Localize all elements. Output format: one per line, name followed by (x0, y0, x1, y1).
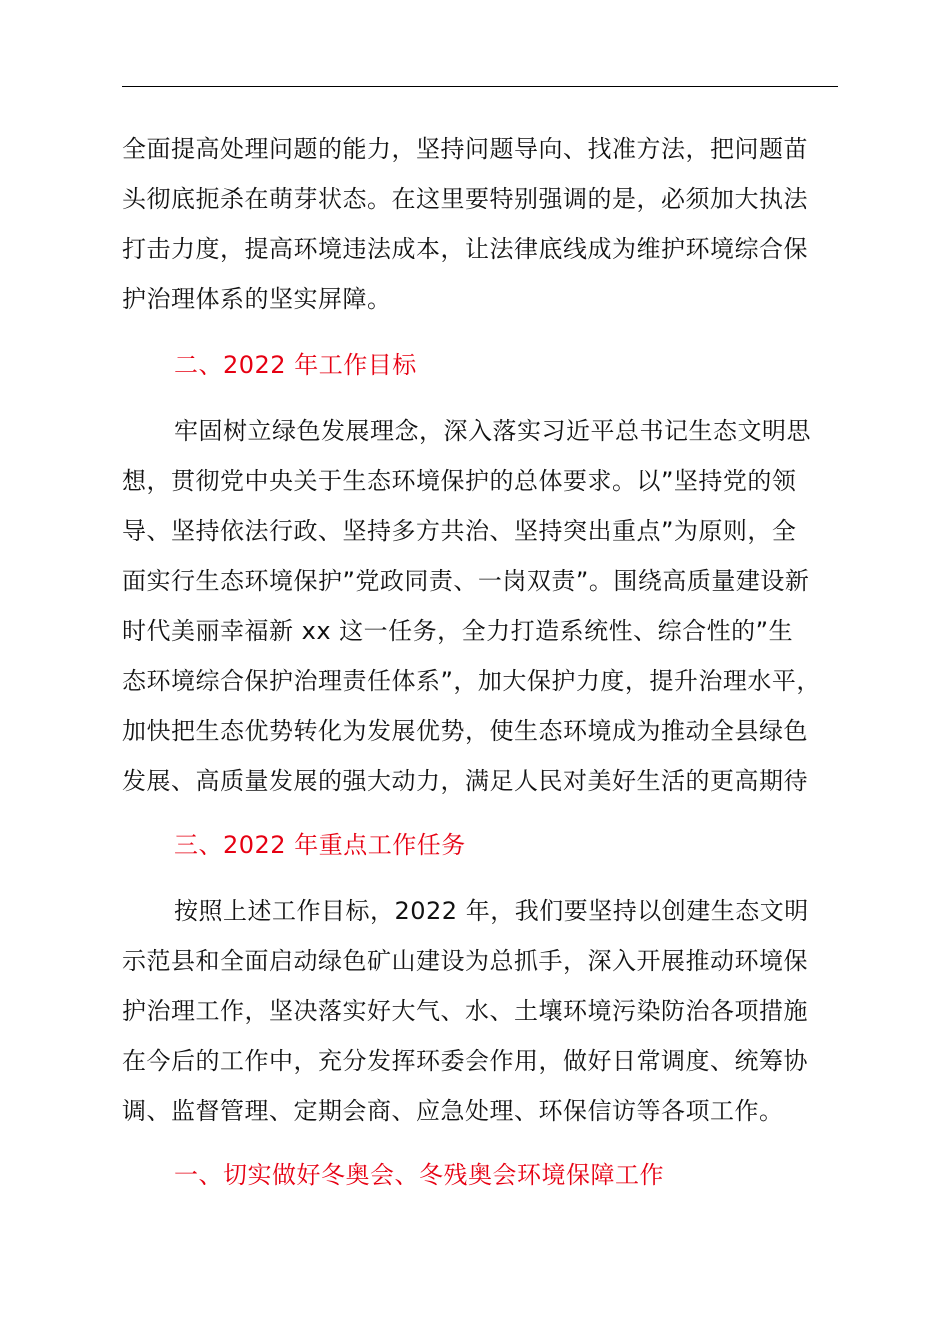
paragraph-line: 在今后的工作中，充分发挥环委会作用，做好日常调度、统筹协 (122, 1047, 808, 1075)
paragraph-line: 态环境综合保护治理责任体系”，加大保护力度，提升治理水平， (122, 667, 821, 695)
section-heading: 二、2022 年工作目标 (174, 351, 417, 379)
subsection-heading: 一、切实做好冬奥会、冬残奥会环境保障工作 (174, 1161, 664, 1189)
paragraph-line: 发展、高质量发展的强大动力，满足人民对美好生活的更高期待 (122, 767, 808, 795)
paragraph-line: 牢固树立绿色发展理念，深入落实习近平总书记生态文明思 (174, 417, 811, 445)
paragraph-line: 加快把生态优势转化为发展优势，使生态环境成为推动全县绿色 (122, 717, 808, 745)
paragraph-line: 头彻底扼杀在萌芽状态。在这里要特别强调的是，必须加大执法 (122, 185, 808, 213)
paragraph-line: 护治理工作，坚决落实好大气、水、土壤环境污染防治各项措施 (122, 997, 808, 1025)
paragraph-line: 示范县和全面启动绿色矿山建设为总抓手，深入开展推动环境保 (122, 947, 808, 975)
paragraph-line: 时代美丽幸福新 xx 这一任务，全力打造系统性、综合性的”生 (122, 617, 794, 645)
paragraph-line: 想，贯彻党中央关于生态环境保护的总体要求。以”坚持党的领 (122, 467, 797, 495)
paragraph-line: 面实行生态环境保护”党政同责、一岗双责”。围绕高质量建设新 (122, 567, 810, 595)
header-rule (122, 86, 838, 87)
paragraph-line: 打击力度，提高环境违法成本，让法律底线成为维护环境综合保 (122, 235, 808, 263)
paragraph-line: 护治理体系的坚实屏障。 (122, 285, 392, 313)
section-heading: 三、2022 年重点工作任务 (174, 831, 466, 859)
paragraph-line: 调、监督管理、定期会商、应急处理、环保信访等各项工作。 (122, 1097, 784, 1125)
paragraph-line: 全面提高处理问题的能力，坚持问题导向、找准方法，把问题苗 (122, 135, 808, 163)
paragraph-line: 按照上述工作目标，2022 年，我们要坚持以创建生态文明 (174, 897, 809, 925)
paragraph-line: 导、坚持依法行政、坚持多方共治、坚持突出重点”为原则，全 (122, 517, 797, 545)
